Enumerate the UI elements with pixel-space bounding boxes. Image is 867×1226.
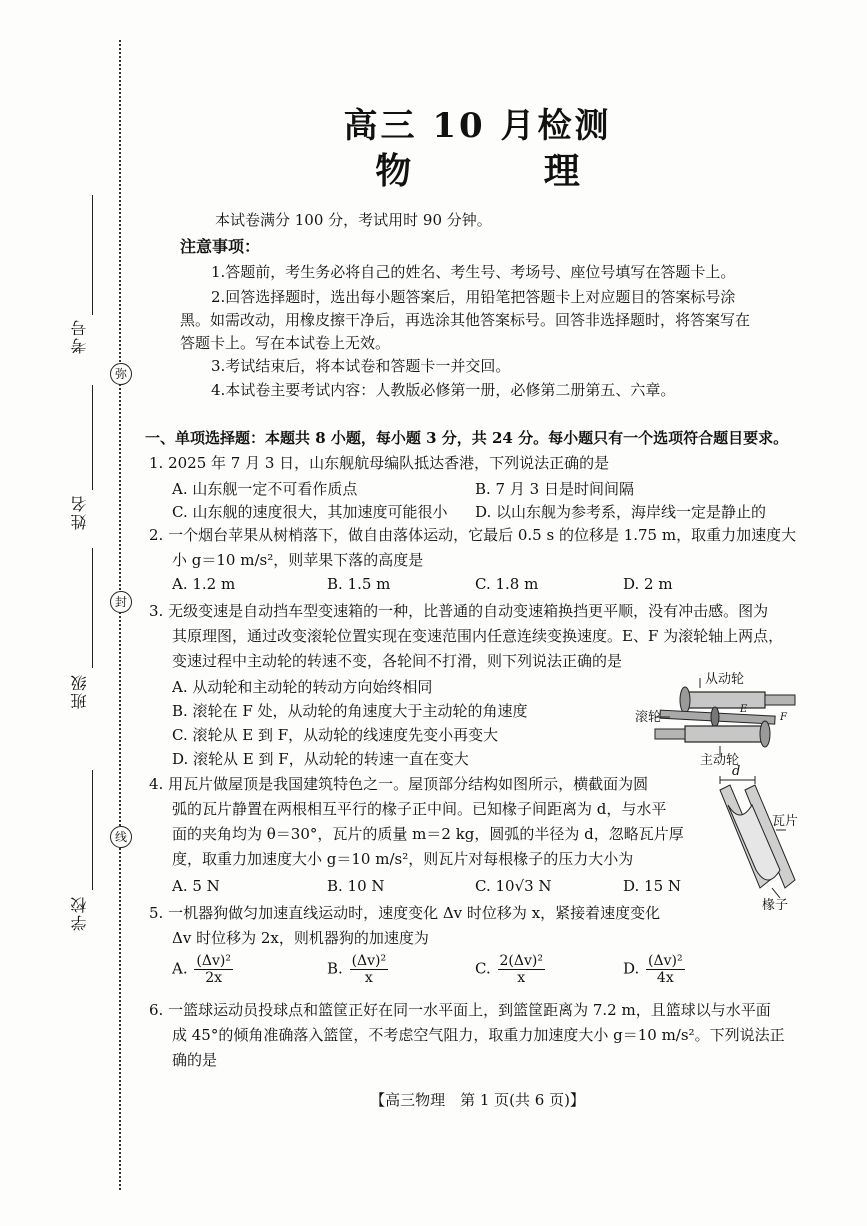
q5-option-b-label: B. bbox=[327, 959, 343, 978]
notice-4: 4.本试卷主要考试内容：人教版必修第一册，必修第二册第五、六章。 bbox=[211, 381, 676, 399]
q1-option-d: D. 以山东舰为参考系，海岸线一定是静止的 bbox=[475, 503, 767, 521]
q5-option-d-label: D. bbox=[623, 959, 640, 978]
page-footer: 【高三物理 第 1 页(共 6 页)】 bbox=[370, 1091, 585, 1109]
fig-label-rafter: 椽子 bbox=[762, 898, 789, 913]
q2-option-d: D. 2 m bbox=[623, 575, 673, 593]
q1-option-a: A. 山东舰一定不可看作质点 bbox=[172, 480, 358, 498]
q5-d-numerator: (Δv)² bbox=[648, 953, 683, 969]
cvt-figure bbox=[635, 670, 810, 770]
fig-label-tile: 瓦片 bbox=[772, 814, 799, 829]
class-line bbox=[92, 548, 93, 668]
q5-option-a bbox=[172, 953, 233, 986]
name-line bbox=[92, 385, 93, 490]
q5-a-numerator: (Δv)² bbox=[196, 953, 231, 969]
section-heading: 一、单项选择题：本题共 8 小题，每小题 3 分，共 24 分。每小题只有一个选项符合题目要求。 bbox=[145, 429, 789, 447]
q5-option-b-fraction bbox=[350, 953, 389, 986]
exam-info: 本试卷满分 100 分，考试用时 90 分钟。 bbox=[215, 211, 492, 229]
q3-option-b: B. 滚轮在 F 处，从动轮的角速度大于主动轮的角速度 bbox=[172, 702, 528, 720]
q5-d-denominator: 4x bbox=[656, 970, 674, 986]
q5-c-numerator: 2(Δv)² bbox=[499, 953, 543, 969]
binding-margin bbox=[0, 0, 140, 1226]
q1-option-b: B. 7 月 3 日是时间间隔 bbox=[475, 480, 634, 498]
fig-label-driving: 主动轮 bbox=[700, 753, 740, 768]
q5-option-c-fraction bbox=[498, 953, 545, 986]
roof-tile-diagram bbox=[700, 770, 810, 920]
q3-option-a: A. 从动轮和主动轮的转动方向始终相同 bbox=[172, 678, 433, 696]
q3-stem-1: 3. 无级变速是自动挡车型变速箱的一种，比普通的自动变速箱换挡更平顺，没有冲击感。图为 bbox=[149, 602, 769, 620]
school-label: 学校 bbox=[70, 895, 89, 931]
q4-option-a: A. 5 N bbox=[172, 877, 220, 895]
notice-2: 2.回答选择题时，选出每小题答案后，用铅笔把答题卡上对应题目的答案标号涂 bbox=[211, 288, 736, 306]
q5-option-c bbox=[475, 953, 545, 986]
q5-option-d-fraction bbox=[646, 953, 685, 986]
q3-option-d: D. 滚轮从 E 到 F，从动轮的转速一直在变大 bbox=[172, 750, 469, 768]
q4-stem-2: 弧的瓦片静置在两根相互平行的椽子正中间。已知椽子间距离为 d，与水平 bbox=[172, 800, 667, 818]
school-line bbox=[92, 770, 93, 890]
q6-stem-3: 确的是 bbox=[172, 1051, 218, 1069]
exam-number-label: 考号 bbox=[70, 318, 89, 354]
seal-mi: 弥 bbox=[110, 363, 132, 385]
q5-option-b bbox=[327, 953, 388, 986]
q5-c-denominator: x bbox=[517, 970, 526, 986]
q4-option-c: C. 10√3 N bbox=[475, 877, 552, 895]
q2-stem-2: 小 g＝10 m/s²，则苹果下落的高度是 bbox=[172, 551, 424, 569]
subject-title: 物 理 bbox=[375, 150, 640, 192]
q5-option-c-label: C. bbox=[475, 959, 491, 978]
binding-dotted-line bbox=[119, 40, 121, 1190]
seal-xian: 线 bbox=[110, 826, 132, 848]
q5-b-numerator: (Δv)² bbox=[351, 953, 387, 969]
notice-3: 3.考试结束后，将本试卷和答题卡一并交回。 bbox=[211, 357, 511, 375]
roof-tile-figure bbox=[700, 764, 810, 920]
q4-stem-1: 4. 用瓦片做屋顶是我国建筑特色之一。屋顶部分结构如图所示，横截面为圆 bbox=[149, 775, 649, 793]
q3-option-c: C. 滚轮从 E 到 F，从动轮的线速度先变小再变大 bbox=[172, 726, 499, 744]
q2-option-c: C. 1.8 m bbox=[475, 575, 539, 593]
q3-stem-2: 其原理图，通过改变滚轮位置实现在变速范围内任意连续变换速度。E、F 为滚轮轴上两点， bbox=[172, 627, 784, 645]
q4-option-b: B. 10 N bbox=[327, 877, 385, 895]
q4-stem-4: 度，取重力加速度大小 g＝10 m/s²，则瓦片对每根椽子的压力大小为 bbox=[172, 850, 634, 868]
q3-stem-3: 变速过程中主动轮的转速不变，各轮间不打滑，则下列说法正确的是 bbox=[172, 652, 623, 670]
q1-option-c: C. 山东舰的速度很大，其加速度可能很小 bbox=[172, 503, 448, 521]
q5-a-denominator: 2x bbox=[205, 970, 223, 986]
fig-label-e: E bbox=[740, 704, 748, 715]
notice-1: 1.答题前，考生务必将自己的姓名、考生号、考场号、座位号填写在答题卡上。 bbox=[211, 263, 736, 281]
q6-stem-2: 成 45°的倾角准确落入篮筐，不考虑空气阻力，取重力加速度大小 g＝10 m/s²。下列说法正 bbox=[172, 1026, 785, 1044]
fig-label-d: d bbox=[732, 764, 741, 779]
notice-2-end: 答题卡上。写在本试卷上无效。 bbox=[180, 334, 391, 352]
q5-option-d bbox=[623, 953, 685, 986]
fig-label-roller: 滚轮 bbox=[635, 710, 662, 725]
q5-stem-1: 5. 一机器狗做匀加速直线运动时，速度变化 Δv 时位移为 x，紧接着速度变化 bbox=[149, 904, 661, 922]
notice-2-cont: 黑。如需改动，用橡皮擦干净后，再选涂其他答案标号。回答非选择题时，将答案写在 bbox=[180, 311, 751, 329]
class-label: 班级 bbox=[70, 673, 89, 709]
q5-stem-2: Δv 时位移为 2x，则机器狗的加速度为 bbox=[172, 929, 429, 947]
name-label: 姓名 bbox=[70, 494, 89, 530]
q4-stem-3: 面的夹角均为 θ＝30°，瓦片的质量 m＝2 kg，圆弧的半径为 d，忽略瓦片厚 bbox=[172, 825, 684, 843]
q2-option-b: B. 1.5 m bbox=[327, 575, 391, 593]
q2-option-a: A. 1.2 m bbox=[172, 575, 236, 593]
q5-option-a-label: A. bbox=[172, 959, 188, 978]
exam-number-line bbox=[92, 195, 93, 315]
exam-title: 高三 10 月检测 bbox=[343, 106, 612, 146]
notice-title: 注意事项： bbox=[180, 237, 261, 256]
q1-stem: 1. 2025 年 7 月 3 日，山东舰航母编队抵达香港，下列说法正确的是 bbox=[149, 454, 610, 472]
q2-stem-1: 2. 一个烟台苹果从树梢落下，做自由落体运动，它最后 0.5 s 的位移是 1.75 m，取重力加速度大 bbox=[149, 526, 797, 544]
q5-option-a-fraction bbox=[194, 953, 233, 986]
q6-stem-1: 6. 一篮球运动员投球点和篮筐正好在同一水平面上，到篮筐距离为 7.2 m，且篮球以与水平面 bbox=[149, 1001, 771, 1019]
fig-label-f: F bbox=[780, 712, 787, 723]
seal-feng: 封 bbox=[110, 591, 132, 613]
fig-label-driven: 从动轮 bbox=[705, 672, 745, 687]
q5-b-denominator: x bbox=[364, 970, 373, 986]
q4-option-d: D. 15 N bbox=[623, 877, 682, 895]
